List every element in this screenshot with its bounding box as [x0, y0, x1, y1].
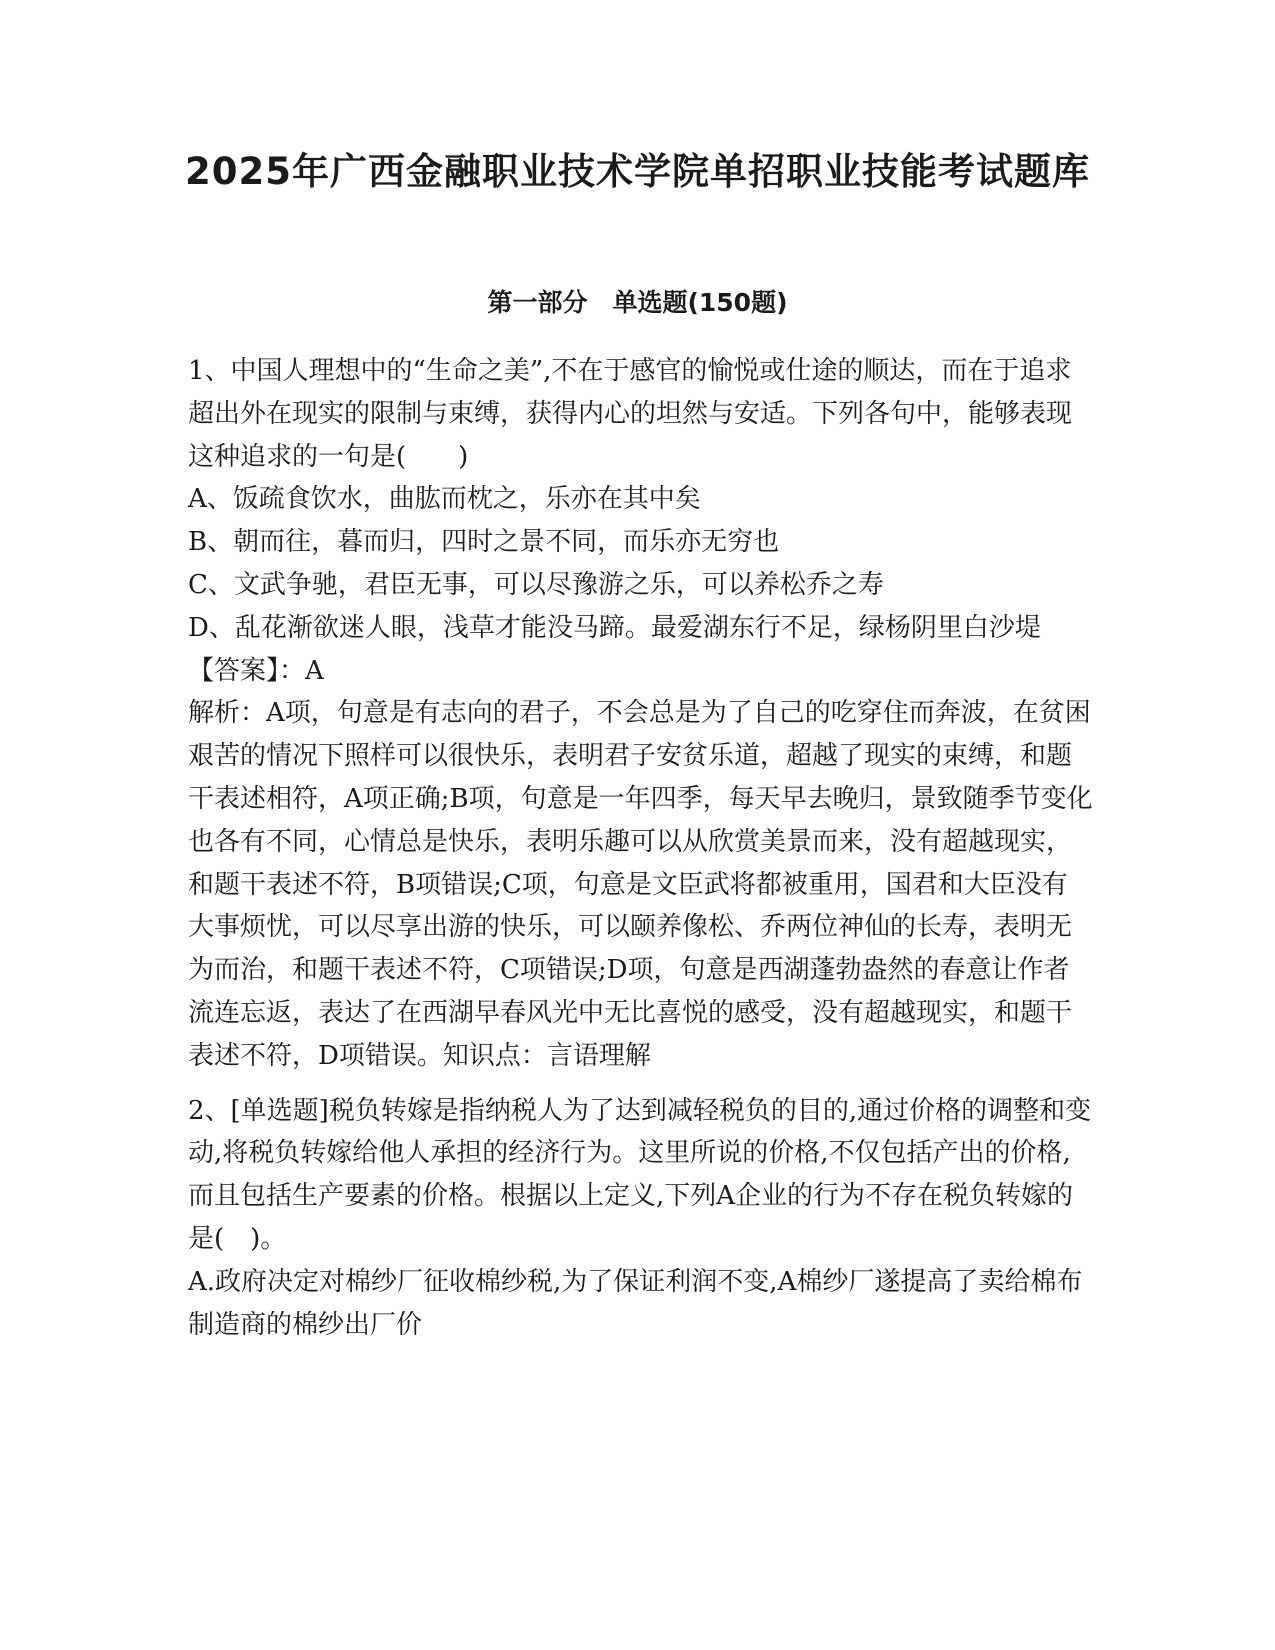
answer-line: 【答案】：A — [188, 655, 324, 686]
option-b: B、朝而往，暮而归，四时之景不同，而乐亦无穷也 — [188, 527, 780, 558]
option-c: C、文武争驰，君臣无事，可以尽豫游之乐，可以养松乔之寿 — [188, 569, 884, 600]
document-title: 2025年广西金融职业技术学院单招职业技能考试题库 — [185, 150, 1090, 193]
question-stem: 1、中国人理想中的“生命之美”,不在于感官的愉悦或仕途的顺达，而在于追求超出外在现实的限制与束缚，获得内心的坦然与安适。下列各句中，能够表现这种追求的一句是( ) — [188, 356, 1073, 472]
question-item — [188, 350, 1093, 1078]
section-title: 第一部分 单选题(150题) — [487, 288, 788, 317]
option-d: D、乱花渐欲迷人眼，浅草才能没马蹄。最爱湖东行不足，绿杨阴里白沙堤 — [188, 612, 1041, 643]
option-a: A、饭疏食饮水，曲肱而枕之，乐亦在其中矣 — [188, 484, 701, 515]
question-stem: 2、[单选题]税负转嫁是指纳税人为了达到减轻税负的目的,通过价格的调整和变动,将税负转嫁给他人承担的经济行为。这里所说的价格,不仅包括产出的价格,而且包括生产要素的价格。根据以上定义,下列A企业的行为不存在税负转嫁的是( )。 — [188, 1095, 1092, 1254]
analysis-text: 解析：A项，句意是有志向的君子，不会总是为了自己的吃穿住而奔波，在贫困艰苦的情况下照样可以很快乐，表明君子安贫乐道，超越了现实的束缚，和题干表述相符，A项正确;B项，句意是一年四季，每天早去晚归，景致随季节变化也各有不同，心情总是快乐，表明乐趣可以从欣赏美景而来，没有超越现实，和题干表述不符，B项错误;C项，句意是文臣武将都被重用，国君和大臣没有大事烦忧，可以尽享出游的快乐，可以颐养像松、乔两位神仙的长寿，表明无为而治，和题干表述不符，C项错误;D项，句意是西湖蓬勃盎然的春意让作者流连忘返，表达了在西湖早春风光中无比喜悦的感受，没有超越现实，和题干表述不符，D项错误。知识点：言语理解 — [188, 698, 1093, 1071]
option-a: A.政府决定对棉纱厂征收棉纱税,为了保证利润不变,A棉纱厂遂提高了卖给棉布制造商的棉纱出厂价 — [188, 1266, 1083, 1340]
question-list — [188, 350, 1093, 1346]
question-item — [188, 1090, 1093, 1347]
